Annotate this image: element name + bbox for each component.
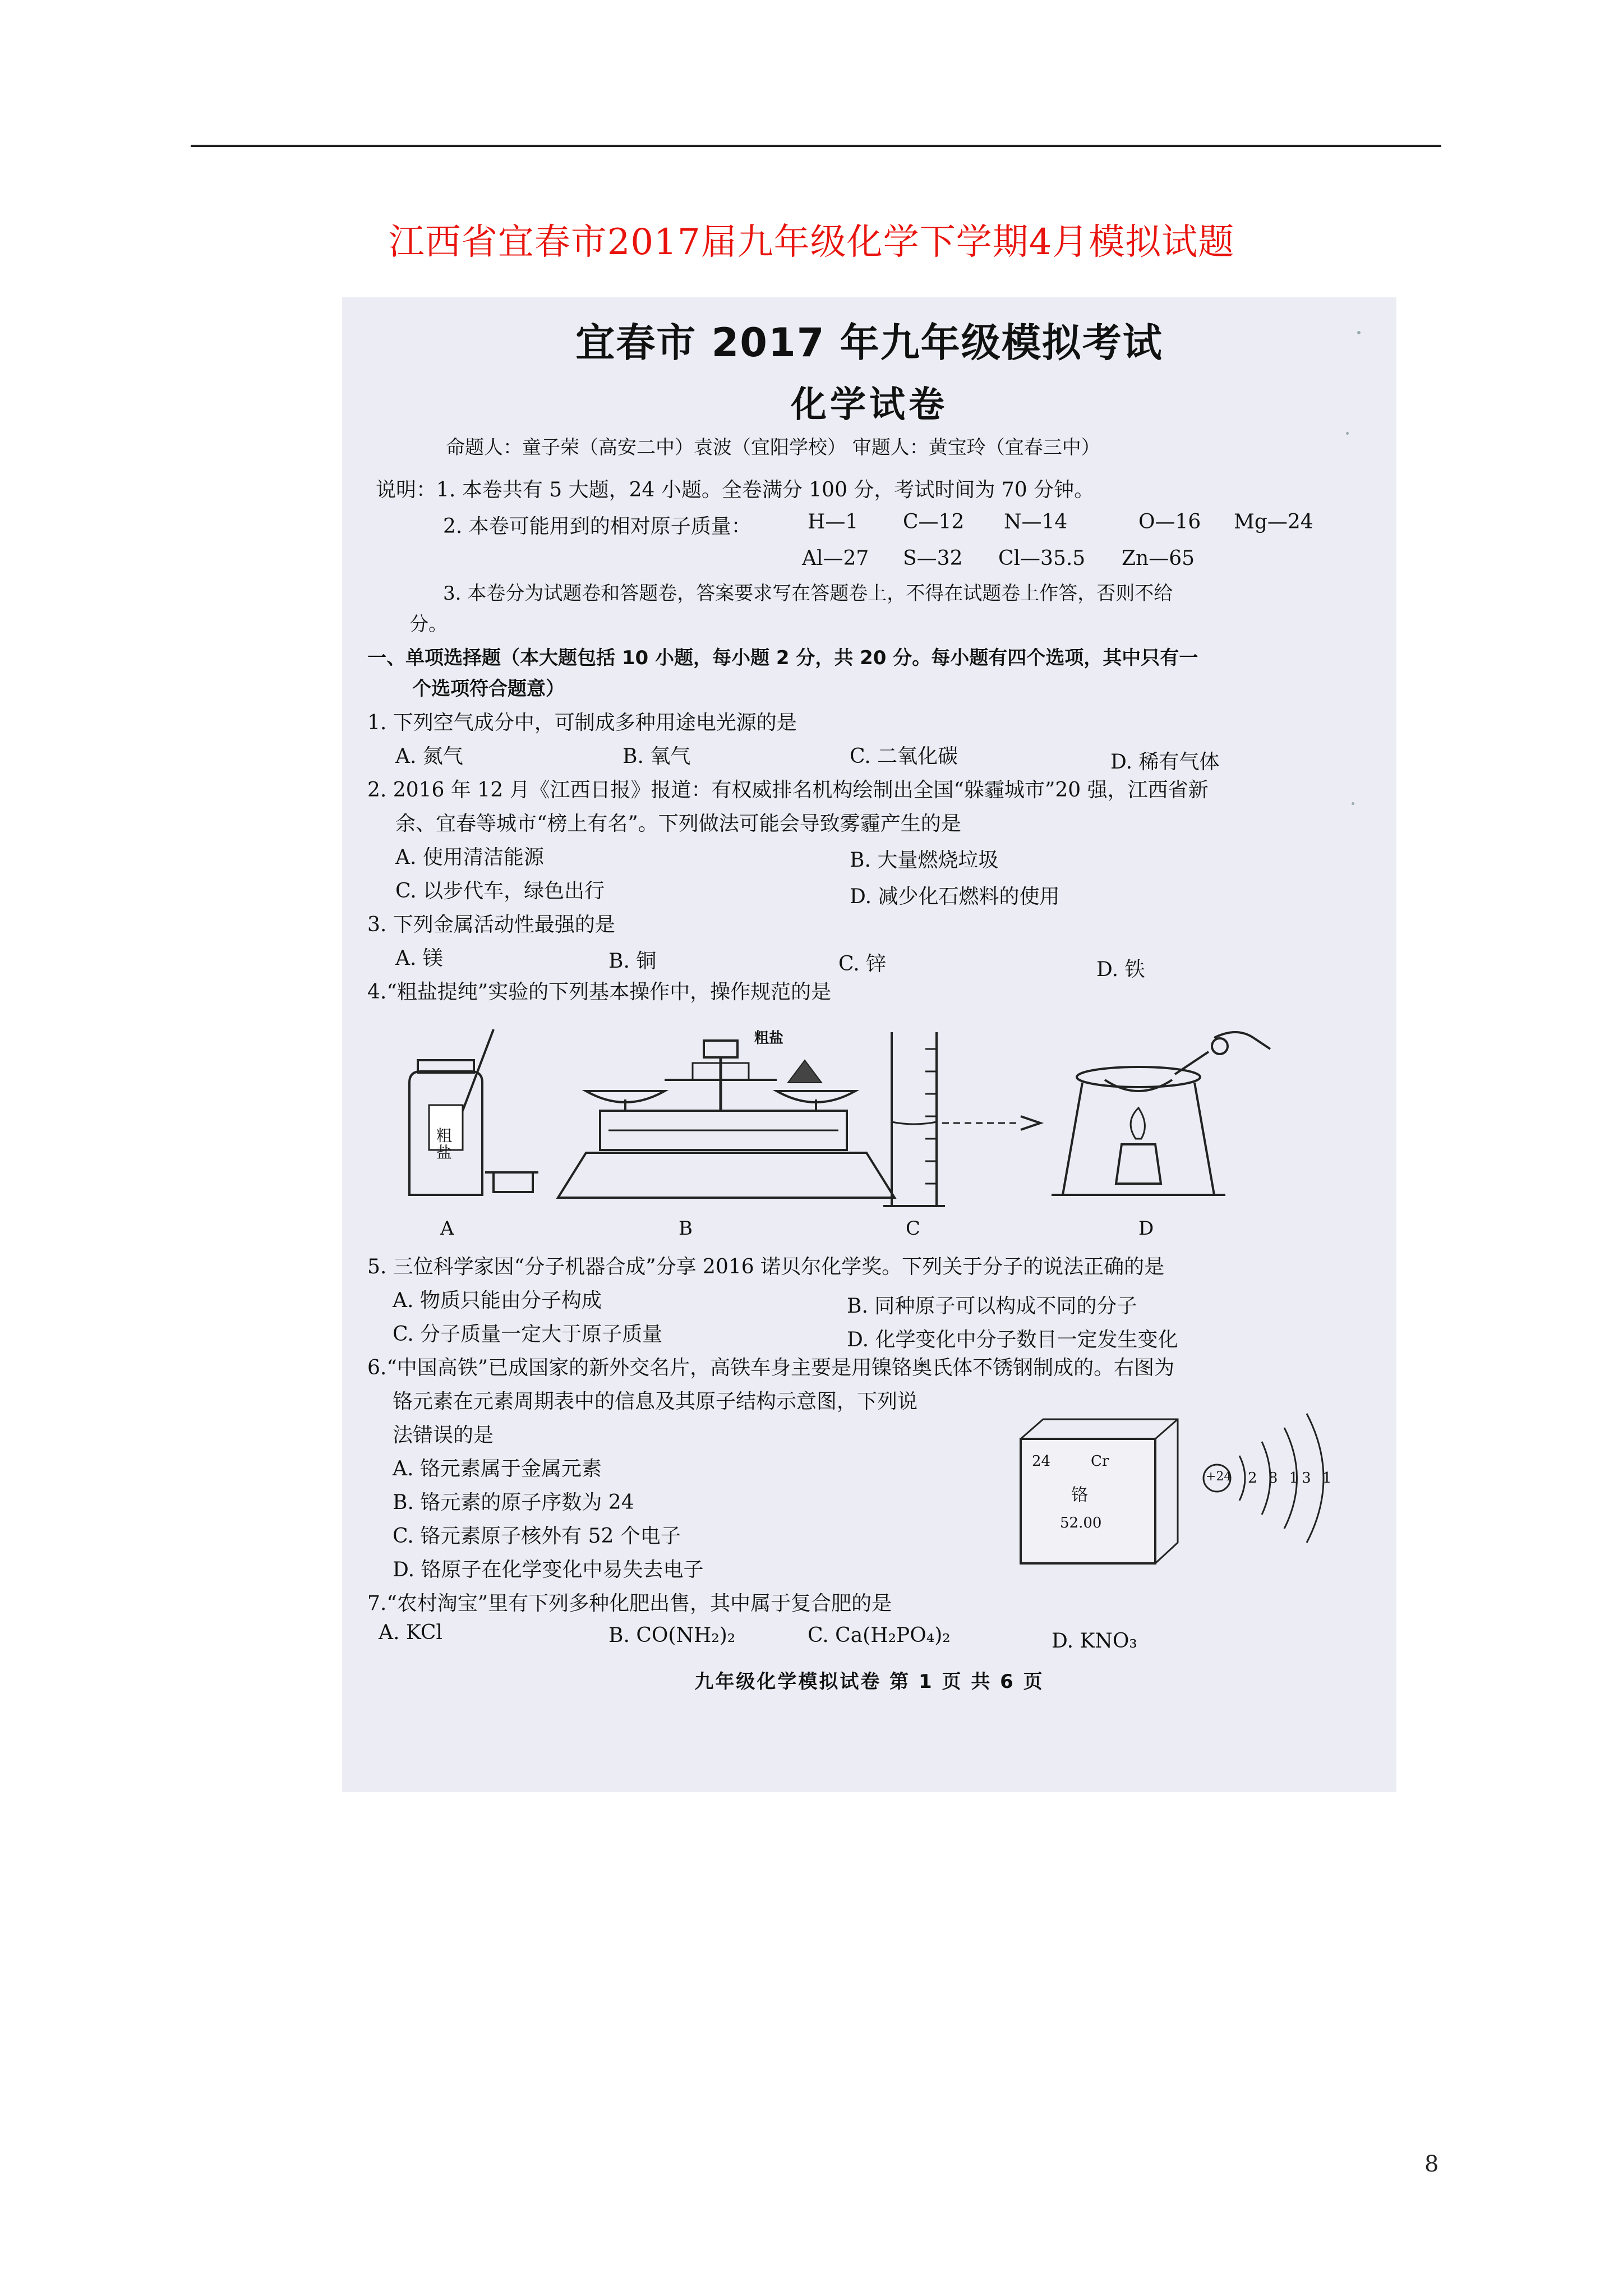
q4-label-a: A: [440, 1217, 454, 1240]
q4-figure-d-evaporation: [1052, 1010, 1276, 1212]
atomic-mass-h: H—1: [808, 510, 859, 533]
q1-stem: 1. 下列空气成分中，可制成多种用途电光源的是: [367, 711, 797, 734]
q3-option-b: B. 铜: [608, 950, 657, 973]
page-title: 江西省宜春市2017届九年级化学下学期4月模拟试题: [388, 222, 1235, 263]
q3-option-d: D. 铁: [1096, 958, 1145, 981]
q2-option-d: D. 减少化石燃料的使用: [850, 885, 1060, 908]
q2-option-b: B. 大量燃烧垃圾: [850, 849, 999, 872]
top-rule: [191, 145, 1441, 147]
q5-option-c: C. 分子质量一定大于原子质量: [393, 1323, 663, 1346]
exam-title: 宜春市 2017 年九年级模拟考试: [575, 320, 1163, 366]
q4-figure-a-jar: [395, 1027, 541, 1212]
atomic-mass-zn: Zn—65: [1122, 547, 1195, 570]
q6-stem-line1: 6.“中国高铁”已成国家的新外交名片，高铁车身主要是用镍铬奥氏体不锈钢制成的。右图为: [367, 1356, 1175, 1379]
element-symbol: Cr: [1091, 1453, 1109, 1470]
q7-stem: 7.“农村淘宝”里有下列多种化肥出售，其中属于复合肥的是: [367, 1592, 892, 1615]
q3-stem: 3. 下列金属活动性最强的是: [367, 913, 615, 936]
q1-option-a: A. 氮气: [395, 745, 463, 768]
note-3: 3. 本卷分为试题卷和答题卷，答案要求写在答题卷上，不得在试题卷上作答，否则不给: [443, 582, 1173, 605]
q7-option-b: B. CO(NH₂)₂: [608, 1624, 736, 1647]
q4-jar-label: 粗盐: [436, 1126, 453, 1162]
note-2: 2. 本卷可能用到的相对原子质量：: [443, 515, 751, 538]
q6-option-a: A. 铬元素属于金属元素: [393, 1457, 602, 1480]
q7-option-c: C. Ca(H₂PO₄)₂: [808, 1624, 951, 1647]
atomic-mass-o: O—16: [1138, 510, 1201, 533]
scan-noise: [1346, 432, 1349, 435]
q6-stem-line2: 铬元素在元素周期表中的信息及其原子结构示意图，下列说: [393, 1390, 918, 1413]
q5-option-b: B. 同种原子可以构成不同的分子: [847, 1295, 1137, 1318]
q6-option-c: C. 铬元素原子核外有 52 个电子: [393, 1525, 681, 1548]
atomic-mass-n: N—14: [1004, 510, 1068, 533]
section1-heading-cont: 个选项符合题意）: [412, 678, 565, 700]
page-number: 8: [1424, 2151, 1439, 2177]
q5-stem: 5. 三位科学家因“分子机器合成”分享 2016 诺贝尔化学奖。下列关于分子的说法正确的是: [367, 1255, 1165, 1278]
q2-stem-line1: 2. 2016 年 12 月《江西日报》报道：有权威排名机构绘制出全国“躲霾城市”20 强，江西省新: [367, 779, 1209, 802]
q4-balance-label: 粗盐: [754, 1030, 784, 1047]
atomic-mass-cl: Cl—35.5: [998, 547, 1086, 570]
q2-option-c: C. 以步代车，绿色出行: [395, 880, 605, 903]
exam-scan-image: [342, 297, 1396, 1792]
scan-noise: [1352, 802, 1354, 805]
q2-stem-line2: 余、宜春等城市“榜上有名”。下列做法可能会导致雾霾产生的是: [395, 812, 961, 835]
q2-option-a: A. 使用清洁能源: [395, 846, 544, 869]
q4-stem: 4.“粗盐提纯”实验的下列基本操作中，操作规范的是: [367, 981, 832, 1004]
q4-label-b: B: [679, 1217, 693, 1240]
exam-footer: 九年级化学模拟试卷 第 1 页 共 6 页: [694, 1671, 1044, 1693]
atomic-mass-c: C—12: [903, 510, 965, 533]
q4-label-c: C: [906, 1217, 921, 1240]
q6-option-b: B. 铬元素的原子序数为 24: [393, 1491, 634, 1514]
atom-shell-electrons: 2 8 13 1: [1248, 1470, 1335, 1487]
element-name: 铬: [1071, 1485, 1088, 1505]
element-number: 24: [1032, 1453, 1051, 1470]
atom-nucleus-charge: +24: [1206, 1470, 1232, 1484]
q5-option-a: A. 物质只能由分子构成: [393, 1289, 602, 1312]
q1-option-b: B. 氧气: [623, 745, 691, 768]
q3-option-c: C. 锌: [838, 953, 887, 976]
chromium-element-cell: [1015, 1416, 1183, 1568]
atomic-mass-al: Al—27: [802, 547, 869, 570]
exam-subtitle: 化学试卷: [791, 384, 948, 426]
atomic-mass-s: S—32: [903, 547, 963, 570]
exam-authors: 命题人：童子荣（高安二中）袁波（宜阳学校） 审题人：黄宝玲（宜春三中）: [446, 436, 1100, 459]
note-3-cont: 分。: [409, 613, 448, 636]
q7-option-d: D. KNO₃: [1052, 1630, 1137, 1653]
q1-option-c: C. 二氧化碳: [850, 745, 958, 768]
q6-stem-line3: 法错误的是: [393, 1424, 494, 1447]
section1-heading: 一、单项选择题（本大题包括 10 小题，每小题 2 分，共 20 分。每小题有四个选项，其中只有一: [367, 647, 1198, 669]
note-1: 说明：1. 本卷共有 5 大题，24 小题。全卷满分 100 分，考试时间为 70 分钟。: [376, 478, 1095, 501]
q4-figure-b-balance: [552, 1029, 900, 1209]
q5-option-d: D. 化学变化中分子数目一定发生变化: [847, 1328, 1178, 1351]
q1-option-d: D. 稀有气体: [1110, 751, 1220, 774]
element-mass: 52.00: [1060, 1515, 1102, 1531]
q4-figure-c-cylinder: [880, 1027, 1054, 1212]
q4-label-d: D: [1138, 1217, 1154, 1240]
atomic-mass-mg: Mg—24: [1234, 510, 1313, 533]
q7-option-a: A. KCl: [379, 1621, 442, 1644]
q3-option-a: A. 镁: [395, 947, 443, 970]
q6-option-d: D. 铬原子在化学变化中易失去电子: [393, 1558, 704, 1581]
